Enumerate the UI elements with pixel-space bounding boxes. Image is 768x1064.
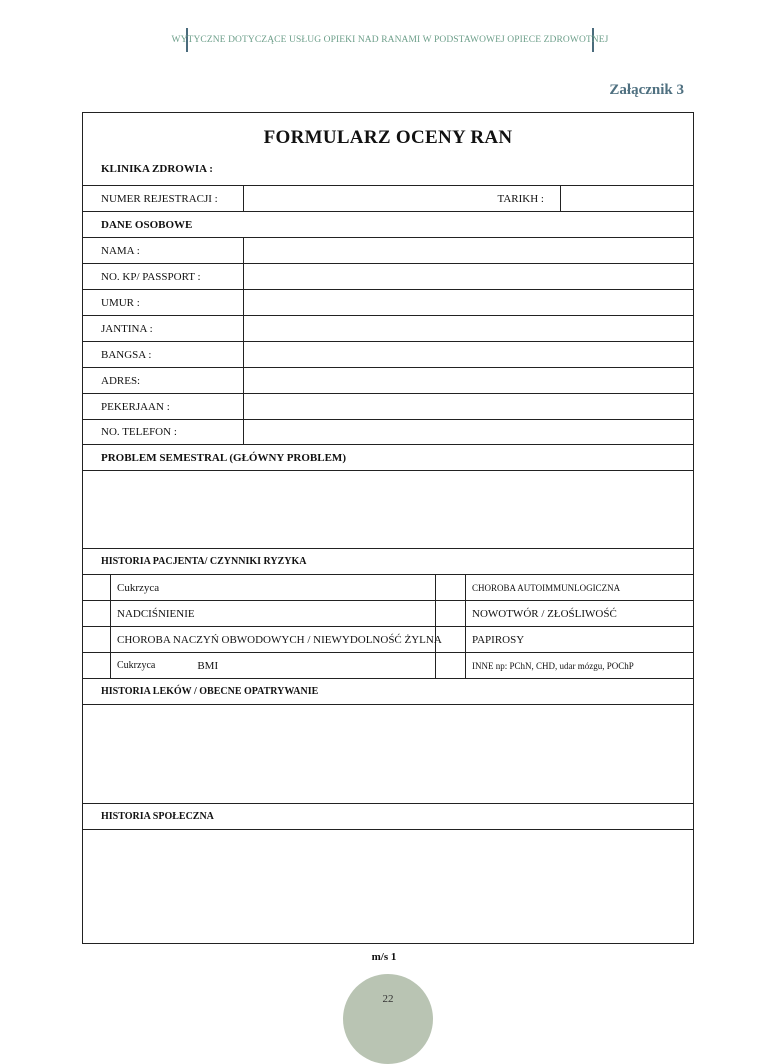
running-header [171, 28, 609, 52]
history-item: CHOROBA AUTOIMMUNLOGICZNA [472, 582, 621, 593]
personal-row-phone [83, 420, 693, 445]
history-row [83, 653, 693, 679]
passport-label: NO. KP/ PASSPORT : [83, 264, 244, 289]
medication-field[interactable] [83, 705, 693, 804]
history-checkbox[interactable] [83, 601, 111, 626]
personal-row-race [83, 342, 693, 368]
personal-row-occupation [83, 394, 693, 420]
history-checkbox[interactable] [83, 575, 111, 600]
registration-row [83, 186, 693, 212]
gender-field[interactable] [244, 316, 693, 341]
history-item: PAPIROSY [472, 633, 525, 646]
race-field[interactable] [244, 342, 693, 367]
bmi-label: BMI [197, 659, 219, 672]
patient-history-header: HISTORIA PACJENTA/ CZYNNIKI RYZYKA [83, 549, 693, 575]
social-history-field[interactable] [83, 830, 693, 948]
gender-label: JANTINA : [83, 316, 244, 341]
name-label: NAMA : [83, 238, 244, 263]
history-row [83, 601, 693, 627]
passport-field[interactable] [244, 264, 693, 289]
history-row [83, 627, 693, 653]
phone-field[interactable] [244, 420, 693, 444]
personal-row-age [83, 290, 693, 316]
page-number-tab [343, 974, 433, 1064]
history-checkbox[interactable] [436, 601, 466, 626]
medication-header: HISTORIA LEKÓW / OBECNE OPATRYWANIE [83, 679, 693, 705]
history-row [83, 575, 693, 601]
date-label: TARIKH : [497, 192, 544, 205]
history-item: INNE np: PChN, CHD, udar mózgu, POChP [472, 660, 634, 671]
date-field[interactable] [561, 186, 693, 211]
main-problem-header: PROBLEM SEMESTRAL (GŁÓWNY PROBLEM) [83, 445, 693, 471]
address-field[interactable] [244, 368, 693, 393]
history-item [111, 653, 436, 678]
main-problem-field[interactable] [83, 471, 693, 549]
attachment-label: Załącznik 3 [609, 82, 684, 98]
phone-label: NO. TELEFON : [83, 420, 244, 444]
occupation-label: PEKERJAAN : [83, 394, 244, 419]
history-checkbox[interactable] [436, 627, 466, 652]
personal-section-header: DANE OSOBOWE [83, 212, 693, 238]
page-number: 22 [382, 993, 394, 1005]
history-item: NOWOTWÓR / ZŁOŚLIWOŚĆ [472, 607, 617, 620]
registration-label: NUMER REJESTRACJI : [83, 186, 244, 211]
running-title: WYTYCZNE DOTYCZĄCE USŁUG OPIEKI NAD RANAMI W PODSTAWOWEJ OPIECE ZDROWOTNEJ [171, 35, 609, 45]
age-field[interactable] [244, 290, 693, 315]
history-checkbox[interactable] [436, 575, 466, 600]
social-history-header: HISTORIA SPOŁECZNA [83, 804, 693, 830]
personal-row-gender [83, 316, 693, 342]
history-checkbox[interactable] [83, 627, 111, 652]
history-item: NADCIŚNIENIE [111, 601, 436, 626]
history-item-label: Cukrzyca [117, 660, 156, 671]
occupation-field[interactable] [244, 394, 693, 419]
history-checkbox[interactable] [83, 653, 111, 678]
history-item: CHOROBA NACZYŃ OBWODOWYCH / NIEWYDOLNOŚĆ ŻYLNA [111, 627, 436, 652]
personal-row-address [83, 368, 693, 394]
form-title-block [83, 113, 693, 186]
history-item: Cukrzyca [111, 575, 436, 600]
wound-assessment-form [82, 112, 694, 944]
personal-row-passport [83, 264, 693, 290]
form-title: FORMULARZ OCENY RAN [263, 127, 513, 148]
age-label: UMUR : [83, 290, 244, 315]
address-label: ADRES: [83, 368, 244, 393]
registration-field[interactable] [244, 186, 561, 211]
name-field[interactable] [244, 238, 693, 263]
sheet-number: m/s 1 [371, 951, 397, 963]
history-checkbox[interactable] [436, 653, 466, 678]
personal-row-name [83, 238, 693, 264]
race-label: BANGSA : [83, 342, 244, 367]
clinic-label: KLINIKA ZDROWIA : [101, 163, 213, 175]
